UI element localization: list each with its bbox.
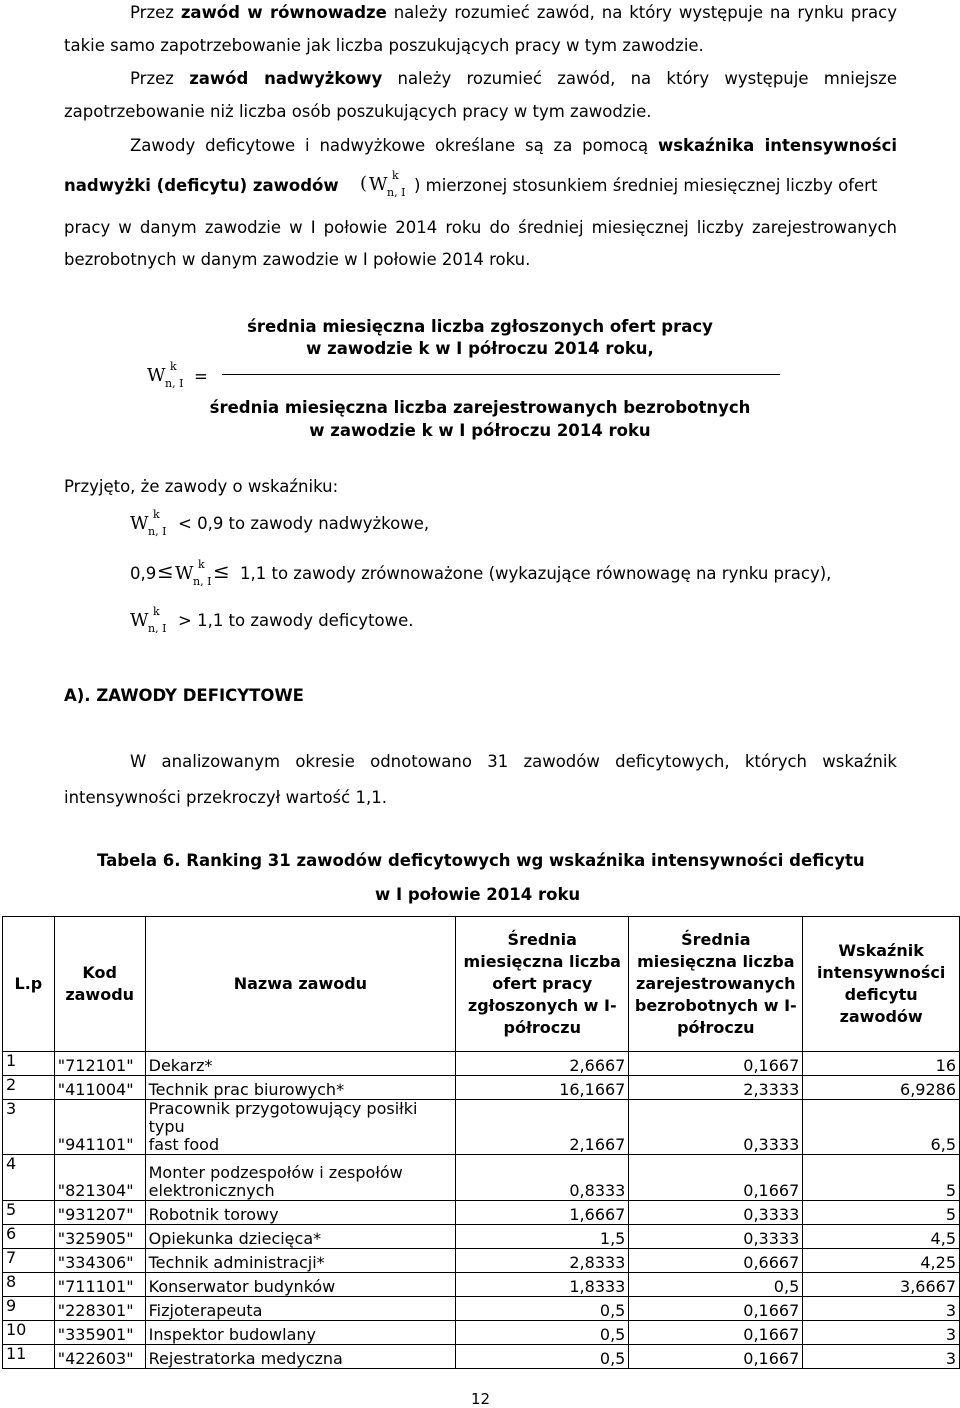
cell-wskaznik: 3 — [803, 1297, 960, 1321]
cell-bezrobotni: 0,1667 — [629, 1321, 803, 1345]
cell-nazwa: Opiekunka dziecięca* — [145, 1225, 456, 1249]
cell-oferty: 0,8333 — [456, 1155, 629, 1201]
cell-bezrobotni: 0,5 — [629, 1273, 803, 1297]
cell-oferty: 2,1667 — [456, 1100, 629, 1155]
header-nazwa: Nazwa zawodu — [145, 917, 456, 1052]
table-header-row — [3, 917, 960, 1052]
formula-fraction-line — [222, 374, 780, 375]
term-wskaznik: wskaźnika intensywności — [657, 136, 897, 155]
table-row — [3, 1297, 960, 1321]
table-row — [3, 1225, 960, 1249]
table-row — [3, 1249, 960, 1273]
less-equal-icon: ≤ — [213, 559, 230, 583]
cell-lp: 10 — [3, 1321, 55, 1345]
cell-kod: "411004" — [54, 1076, 145, 1100]
intro-line-6-rest: ) mierzonej stosunkiem średniej miesięcznej liczby ofert — [414, 176, 878, 195]
cell-oferty: 0,5 — [456, 1345, 629, 1369]
cell-bezrobotni: 0,1667 — [629, 1155, 803, 1201]
cell-kod: "931207" — [54, 1201, 145, 1225]
cell-nazwa: Monter podzespołów i zespołów elektronicznych — [145, 1155, 456, 1201]
cell-lp: 1 — [3, 1052, 55, 1076]
header-wskaznik: Wskaźnik intensywności deficytu zawodów — [803, 917, 960, 1052]
intro-line-5: Zawody deficytowe i nadwyżkowe określane są za pomocą wskaźnika intensywności — [130, 136, 897, 155]
cell-bezrobotni: 0,3333 — [629, 1201, 803, 1225]
cell-wskaznik: 5 — [803, 1155, 960, 1201]
criteria-symbol-1: W k n, I — [130, 508, 167, 538]
section-heading: A). ZAWODY DEFICYTOWE — [64, 686, 304, 705]
header-kod: Kod zawodu — [54, 917, 145, 1052]
cell-lp: 2 — [3, 1076, 55, 1100]
section-para-line-1: W analizowanym okresie odnotowano 31 zawodów deficytowych, których wskaźnik — [130, 752, 897, 771]
header-lp: L.p — [3, 917, 55, 1052]
formula-denominator-1: średnia miesięczna liczba zarejestrowanych bezrobotnych — [209, 398, 751, 417]
cell-lp: 11 — [3, 1345, 55, 1369]
cell-oferty: 2,6667 — [456, 1052, 629, 1076]
cell-wskaznik: 3 — [803, 1345, 960, 1369]
cell-lp: 4 — [3, 1155, 55, 1201]
cell-kod: "711101" — [54, 1273, 145, 1297]
cell-nazwa: Rejestratorka medyczna — [145, 1345, 456, 1369]
cell-nazwa: Konserwator budynków — [145, 1273, 456, 1297]
cell-bezrobotni: 2,3333 — [629, 1076, 803, 1100]
cell-bezrobotni: 0,6667 — [629, 1249, 803, 1273]
table-caption: Tabela 6. Ranking 31 zawodów deficytowych wg wskaźnika intensywności deficytu — [97, 851, 865, 870]
table-row — [3, 1052, 960, 1076]
cell-kod: "325905" — [54, 1225, 145, 1249]
intro-line-7: pracy w danym zawodzie w I połowie 2014 roku do średniej miesięcznej liczby zarejestrowanych — [64, 218, 897, 237]
cell-oferty: 1,6667 — [456, 1201, 629, 1225]
formula-symbol-w: W k n, I — [147, 360, 184, 390]
intro-line-1: Przez zawód w równowadze należy rozumieć zawód, na który występuje na rynku pracy — [130, 3, 897, 22]
cell-wskaznik: 3,6667 — [803, 1273, 960, 1297]
cell-bezrobotni: 0,1667 — [629, 1052, 803, 1076]
table-row — [3, 1345, 960, 1369]
cell-kod: "422603" — [54, 1345, 145, 1369]
cell-lp: 6 — [3, 1225, 55, 1249]
cell-kod: "941101" — [54, 1100, 145, 1155]
table-row — [3, 1201, 960, 1225]
criteria-deficytowe: > 1,1 to zawody deficytowe. — [178, 611, 414, 630]
cell-kod: "335901" — [54, 1321, 145, 1345]
cell-lp: 8 — [3, 1273, 55, 1297]
cell-wskaznik: 16 — [803, 1052, 960, 1076]
cell-bezrobotni: 0,3333 — [629, 1100, 803, 1155]
formula-numerator-2: w zawodzie k w I półroczu 2014 roku, — [306, 339, 654, 358]
criteria-heading: Przyjęto, że zawody o wskaźniku: — [64, 477, 339, 496]
intro-line-8: bezrobotnych w danym zawodzie w I połowie 2014 roku. — [64, 250, 531, 269]
cell-oferty: 1,8333 — [456, 1273, 629, 1297]
formula-denominator-2: w zawodzie k w I półroczu 2014 roku — [309, 421, 651, 440]
cell-bezrobotni: 0,1667 — [629, 1345, 803, 1369]
ranking-table — [2, 916, 960, 1369]
cell-bezrobotni: 0,1667 — [629, 1297, 803, 1321]
cell-oferty: 2,8333 — [456, 1249, 629, 1273]
page-number: 12 — [471, 1390, 491, 1408]
cell-wskaznik: 4,5 — [803, 1225, 960, 1249]
table-row — [3, 1076, 960, 1100]
cell-oferty: 1,5 — [456, 1225, 629, 1249]
cell-wskaznik: 3 — [803, 1321, 960, 1345]
cell-oferty: 16,1667 — [456, 1076, 629, 1100]
criteria-lower-bound: 0,9 — [130, 564, 157, 583]
symbol-w-inline: ( W k n, I — [360, 169, 406, 199]
cell-nazwa: Dekarz* — [145, 1052, 456, 1076]
cell-nazwa: Pracownik przygotowujący posiłki typu fast food — [145, 1100, 456, 1155]
criteria-symbol-3: W k n, I — [130, 605, 167, 635]
cell-nazwa: Robotnik torowy — [145, 1201, 456, 1225]
cell-oferty: 0,5 — [456, 1321, 629, 1345]
cell-nazwa: Technik prac biurowych* — [145, 1076, 456, 1100]
term-nadwyzki-deficytu: nadwyżki (deficytu) zawodów — [64, 176, 339, 195]
intro-line-3: Przez zawód nadwyżkowy należy rozumieć zawód, na który występuje mniejsze — [130, 69, 897, 88]
formula-numerator-1: średnia miesięczna liczba zgłoszonych ofert pracy — [247, 317, 713, 336]
less-equal-icon: ≤ — [157, 559, 174, 583]
cell-wskaznik: 6,9286 — [803, 1076, 960, 1100]
cell-wskaznik: 6,5 — [803, 1100, 960, 1155]
cell-kod: "712101" — [54, 1052, 145, 1076]
intro-line-2: takie samo zapotrzebowanie jak liczba poszukujących pracy w tym zawodzie. — [64, 36, 704, 55]
criteria-nadwyzkowe: < 0,9 to zawody nadwyżkowe, — [178, 514, 430, 533]
term-rownowaga: zawód w równowadze — [180, 3, 387, 22]
cell-oferty: 0,5 — [456, 1297, 629, 1321]
header-oferty: Średnia miesięczna liczba ofert pracy zgłoszonych w I-półroczu — [456, 917, 629, 1052]
table-row — [3, 1321, 960, 1345]
cell-lp: 7 — [3, 1249, 55, 1273]
criteria-symbol-2: W k n, I — [175, 558, 212, 588]
formula-equals: = — [194, 367, 208, 386]
table-row — [3, 1100, 960, 1155]
cell-wskaznik: 5 — [803, 1201, 960, 1225]
cell-nazwa: Inspektor budowlany — [145, 1321, 456, 1345]
cell-kod: "821304" — [54, 1155, 145, 1201]
header-bezrobotni: Średnia miesięczna liczba zarejestrowanych bezrobotnych w I-półroczu — [629, 917, 803, 1052]
cell-lp: 3 — [3, 1100, 55, 1155]
cell-nazwa: Fizjoterapeuta — [145, 1297, 456, 1321]
term-nadwyzkowy: zawód nadwyżkowy — [189, 69, 383, 88]
cell-nazwa: Technik administracji* — [145, 1249, 456, 1273]
cell-lp: 9 — [3, 1297, 55, 1321]
cell-bezrobotni: 0,3333 — [629, 1225, 803, 1249]
intro-line-4: zapotrzebowanie niż liczba osób poszukujących pracy w tym zawodzie. — [64, 102, 652, 121]
cell-kod: "334306" — [54, 1249, 145, 1273]
section-para-line-2: intensywności przekroczył wartość 1,1. — [64, 788, 387, 807]
table-caption-period: w I połowie 2014 roku — [375, 885, 581, 904]
cell-wskaznik: 4,25 — [803, 1249, 960, 1273]
cell-lp: 5 — [3, 1201, 55, 1225]
cell-kod: "228301" — [54, 1297, 145, 1321]
table-row — [3, 1273, 960, 1297]
table-row — [3, 1155, 960, 1201]
criteria-zrownowazone: 1,1 to zawody zrównoważone (wykazujące równowagę na rynku pracy), — [240, 564, 832, 583]
